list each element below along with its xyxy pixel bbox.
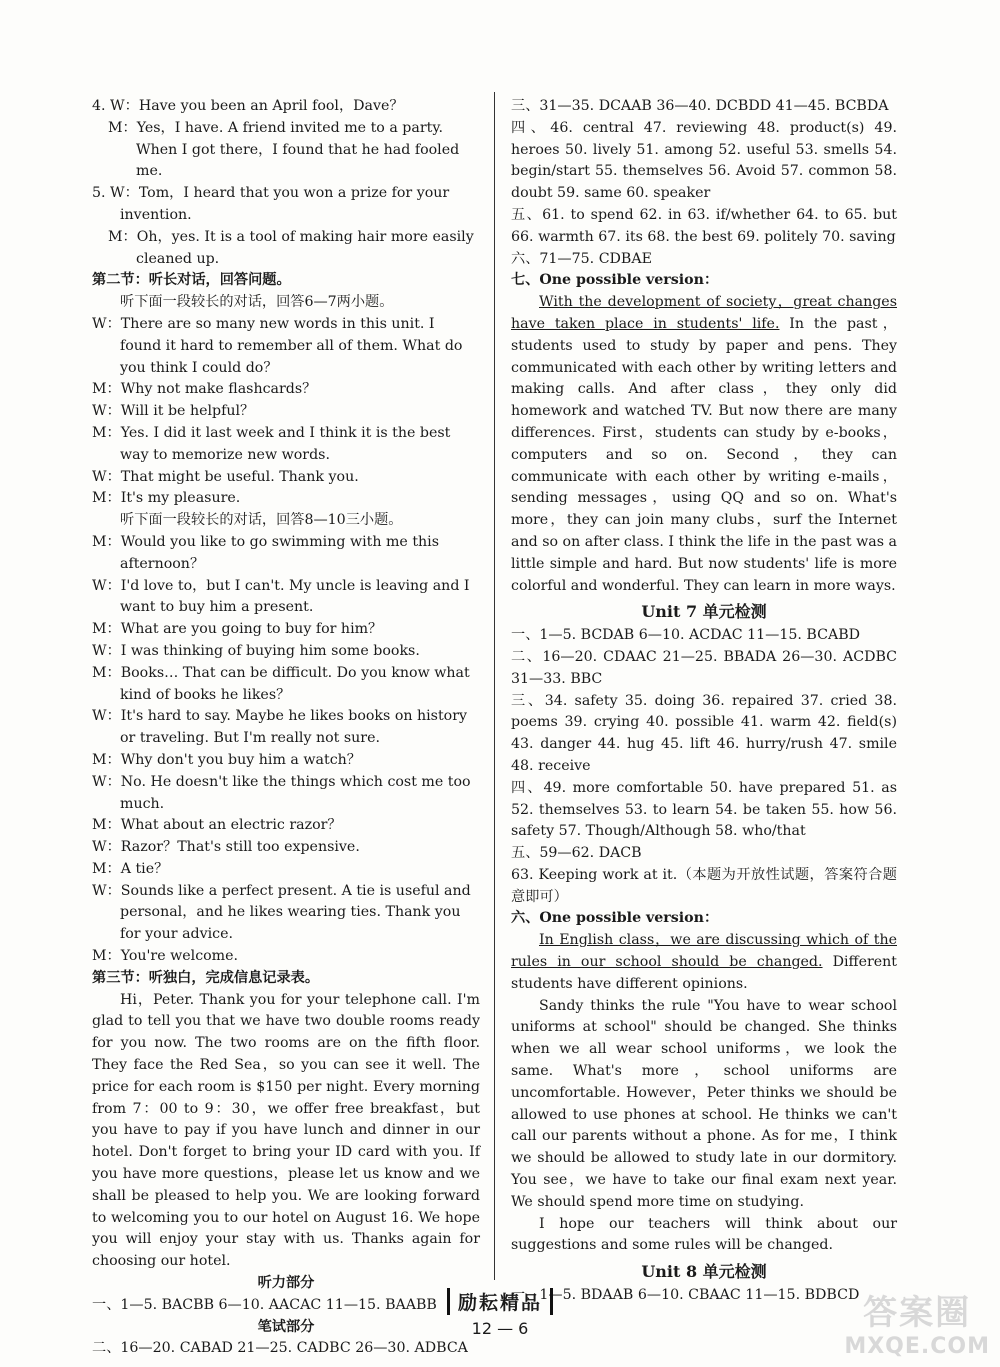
unit-title: Unit 8 单元检测 <box>641 1262 767 1282</box>
essay-body: Different students have different opinions. <box>511 954 897 992</box>
dialog-line: W：It's hard to say. Maybe he likes books on history or traveling. But I'm really not sure. <box>92 708 468 747</box>
answer-line: 一、1—5. BACBB 6—10. AACAC 11—15. BAABB <box>92 1296 437 1313</box>
answer-line: 二、16—20. CABAD 21—25. CADBC 26—30. ADBCA <box>92 1340 468 1357</box>
dialog-line: 5. W：Tom，I heard that you won a prize for your invention. <box>92 185 450 223</box>
instruction: 听下面一段较长的对话，回答8—10三小题。 <box>120 512 403 529</box>
dialog-line: W：No. He doesn't like the things which cost me too much. <box>92 773 471 812</box>
dialog-line: W：I'd love to，but I can't. My uncle is leaving and I want to buy him a present. <box>92 577 470 616</box>
dialog-line: W：Razor？That's still too expensive. <box>92 839 360 856</box>
dialog-line: M：What are you going to buy for him？ <box>92 621 383 638</box>
dialog-line: M：Oh，yes. It is a tool of making hair more easily cleaned up. <box>108 228 474 267</box>
answer-line: 四、49. more comfortable 50. have prepared 51. as 52. themselves 53. to learn 54. be taken 55. how 56. safety 57. Though/Although 58. who/that <box>511 779 897 840</box>
dialog-line: W：Will it be helpful？ <box>92 403 255 420</box>
dialog-line: M：Yes，I have. A friend invited me to a party. When I got there，I found that he had fooled me. <box>108 119 460 180</box>
dialog-line: M：Why not make flashcards？ <box>92 381 317 398</box>
monologue-text: Hi，Peter. Thank you for your telephone call. I'm glad to tell you that we have two double rooms ready for you now. The two rooms are on the fifth floor. They face the Red Sea，so you can see it well. The price for each room is $150 per night. Every morning from 7：00 to 9：30，we offer free breakfast，but you have to pay if you have lunch and dinner in our hotel. Don't forget to bring your ID card with you. If you have more questions，please let us know and we shall be pleased to help you. We are looking forward to welcoming you to our hotel on August 16. We hope you will enjoy your stay with us. Thanks again for choosing our hotel. <box>92 991 480 1270</box>
section-heading: 第三节：听独白，完成信息记录表。 <box>92 969 320 986</box>
essay-paragraph: I hope our teachers will think about our suggestions and some rules will be changed. <box>511 1215 897 1254</box>
answer-line: 四、46. central 47. reviewing 48. product(s) 49. heroes 50. lively 51. among 52. useful 53. smells 54. begin/start 55. themselves 56. Avoid 57. common 58. doubt 59. same 60. speaker <box>511 119 897 202</box>
essay-paragraph <box>511 930 897 995</box>
answer-line: 三、34. safety 35. doing 36. repaired 37. cried 38. poems 39. crying 40. possible 41. warm 42. field(s) 43. danger 44. hug 45. lift 46. hurry/rush 47. smile 48. receive <box>511 692 897 774</box>
answer-line: 五、61. to spend 62. in 63. if/whether 64. to 65. but 66. warmth 67. its 68. the best 69. politely 70. saving <box>511 206 897 245</box>
dialog-line: M：Would you like to go swimming with me this afternoon？ <box>92 533 439 572</box>
left-column <box>92 96 480 1360</box>
essay-paragraph: Sandy thinks the rule "You have to wear school uniforms at school" should be changed. She thinks when we all wear school uniforms，we look the same. What's more，school uniforms are uncomfortable. However，Peter thinks we should be allowed to use phones at school. He thinks we can't call our parents without a phone. As for me，I think we should be allowed to study late in our dormitory. You see，we have to take our final exam next year. We should spend more time on studying. <box>511 997 897 1210</box>
right-column <box>511 96 897 1307</box>
instruction: 听下面一段较长的对话，回答6—7两小题。 <box>120 294 394 311</box>
watermark-bottom: MXQE.COM <box>844 1334 990 1359</box>
essay-topic-sentence: In English class，we are discussing which of the rules in our school should be changed. <box>511 932 897 971</box>
page-number: 12 — 6 <box>471 1319 529 1338</box>
essay-body: In the past，students used to study by paper and pens. They communicated with each other by writing letters and making calls. And after class，they only did homework and watched TV. But now there are many differences. First，students can study by e-books，computers and so on. Second，they can communicate with each other by writing e-mails，sending messages，using QQ and so on. What's more，they can join many clubs，surf the Internet and so on after class. I think the life in the past was a little simple and hard. But now students' life is more colorful and wonderful. They can learn in more ways. <box>511 315 897 594</box>
essay-label: 七、One possible version： <box>511 272 719 289</box>
dialog-line: M：Why don't you buy him a watch？ <box>92 751 361 768</box>
dialog-line: M：You're welcome. <box>92 948 239 965</box>
dialog-line: W：There are so many new words in this unit. I found it hard to remember all of them. What do you think I could do？ <box>92 315 463 376</box>
column-divider <box>494 92 495 1280</box>
answer-line: 一、1—5. BDAAB 6—10. CBAAC 11—15. BDBCD <box>511 1287 860 1304</box>
dialog-line: M：A tie？ <box>92 860 169 877</box>
publisher-logo: 励耘精品 <box>447 1288 553 1315</box>
watermark <box>844 1285 990 1359</box>
written-title: 笔试部分 <box>257 1318 315 1335</box>
dialog-line: W：Sounds like a perfect present. A tie is useful and personal，and he likes wearing ties. Thank you for your advice. <box>92 882 471 943</box>
answer-line: 五、59—62. DACB <box>511 845 642 862</box>
essay-paragraph <box>511 292 897 597</box>
dialog-line: M：It's my pleasure. <box>92 490 241 507</box>
dialog-line: W：I was thinking of buying him some books. <box>92 642 420 659</box>
watermark-top: 答案圈 <box>863 1293 972 1333</box>
dialog-line: M：Yes. I did it last week and I think it is the best way to memorize new words. <box>92 424 451 463</box>
dialog-line: M：What about an electric razor？ <box>92 817 342 834</box>
dialog-line: W：That might be useful. Thank you. <box>92 468 359 485</box>
answer-line: 六、71—75. CDBAE <box>511 250 652 267</box>
answer-line: 三、31—35. DCAAB 36—40. DCBDD 41—45. BCBDA <box>511 98 889 114</box>
essay-label: 六、One possible version： <box>511 910 719 927</box>
unit-title: Unit 7 单元检测 <box>641 602 767 622</box>
answer-line: 一、1—5. BCDAB 6—10. ACDAC 11—15. BCABD <box>511 627 861 644</box>
listening-title: 听力部分 <box>257 1275 315 1292</box>
section-heading: 第二节：听长对话，回答问题。 <box>92 272 291 289</box>
dialog-line: 4. W：Have you been an April fool，Dave？ <box>92 98 404 114</box>
dialog-line: M：Books… That can be difficult. Do you know what kind of books he likes？ <box>92 664 470 703</box>
answer-line: 二、16—20. CDAAC 21—25. BBADA 26—30. ACDBC 31—33. BBC <box>511 648 897 687</box>
answer-line: 63. Keeping work at it.（本题为开放性试题，答案符合题意即可） <box>511 866 897 905</box>
essay-topic-sentence: With the development of society，great changes have taken place in students' life. <box>511 294 897 332</box>
